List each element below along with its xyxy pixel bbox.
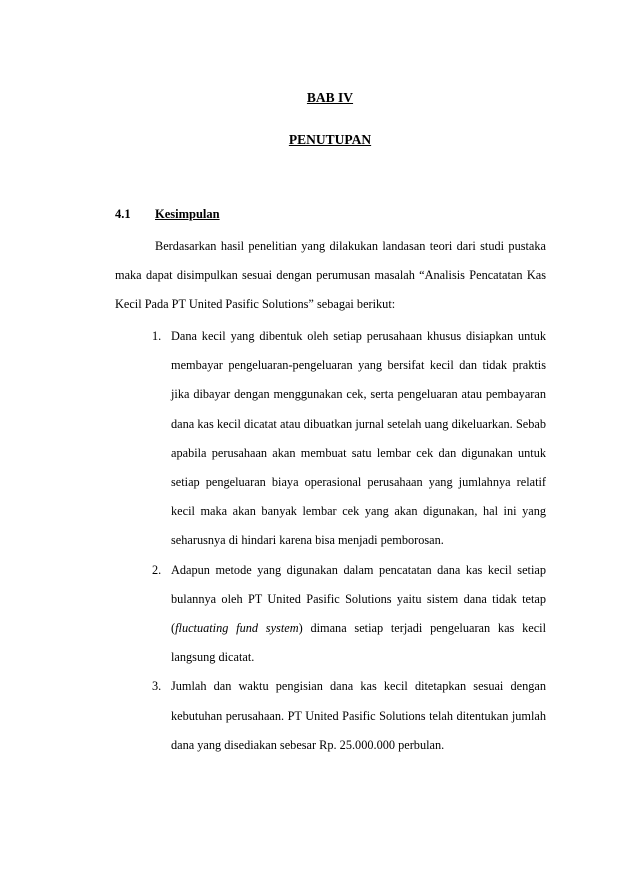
section-heading [115,207,220,222]
list-marker: 3. [152,679,162,694]
chapter-title: PENUTUPAN [288,132,372,147]
list-marker: 2. [152,562,162,577]
section-number: 4.1 [115,207,131,221]
list-item [115,322,546,556]
section-title: Kesimpulan [155,207,220,221]
list-item [115,556,546,673]
intro-paragraph: Berdasarkan hasil penelitian yang dilakukan landasan teori dari studi pustaka maka dapat disimpulkan sesuai dengan perumusan masalah “Analisis Pencatatan Kas Kecil Pada PT United Pasific Solutions” sebagai berikut: [115,239,546,311]
list-item-text-italic: fluctuating fund system [175,621,299,636]
list-marker: 1. [152,329,162,343]
list-item-text-after: ) dimana setiap terjadi pengeluaran kas kecil langsung dicatat. [171,621,547,665]
conclusion-list [115,322,546,760]
list-item [115,672,546,760]
list-item-text [171,563,546,665]
list-item-text: Dana kecil yang dibentuk oleh setiap perusahaan khusus disiapkan untuk membayar pengeluaran-pengeluaran yang bersifat kecil dan tidak praktis jika dibayar dengan menggunakan cek, serta pengeluaran atau pembayaran dana kas kecil dicatat atau dibuatkan jurnal setelah uang dikeluarkan. Sebab apabila perusahaan akan membuat satu lembar cek dan digunakan untuk setiap pengeluaran biaya operasional perusahaan yang jumlahnya relatif kecil maka akan banyak lembar cek yang akan digunakan, hal ini yang seharusnya di hindari karena bisa menjadi pemborosan. [171,329,546,548]
list-item-text-before: Adapun metode yang digunakan dalam pencatatan dana kas kecil setiap bulannya oleh PT United Pasific Solutions yaitu sistem dana tidak tetap ( [171,562,546,636]
list-item-text: Jumlah dan waktu pengisian dana kas kecil ditetapkan sesuai dengan kebutuhan perusahaan. PT United Pasific Solutions telah ditentukan jumlah dana yang disediakan sebesar Rp. 25.000.000 perbulan. [171,679,546,752]
chapter-label: BAB IV [306,90,354,105]
